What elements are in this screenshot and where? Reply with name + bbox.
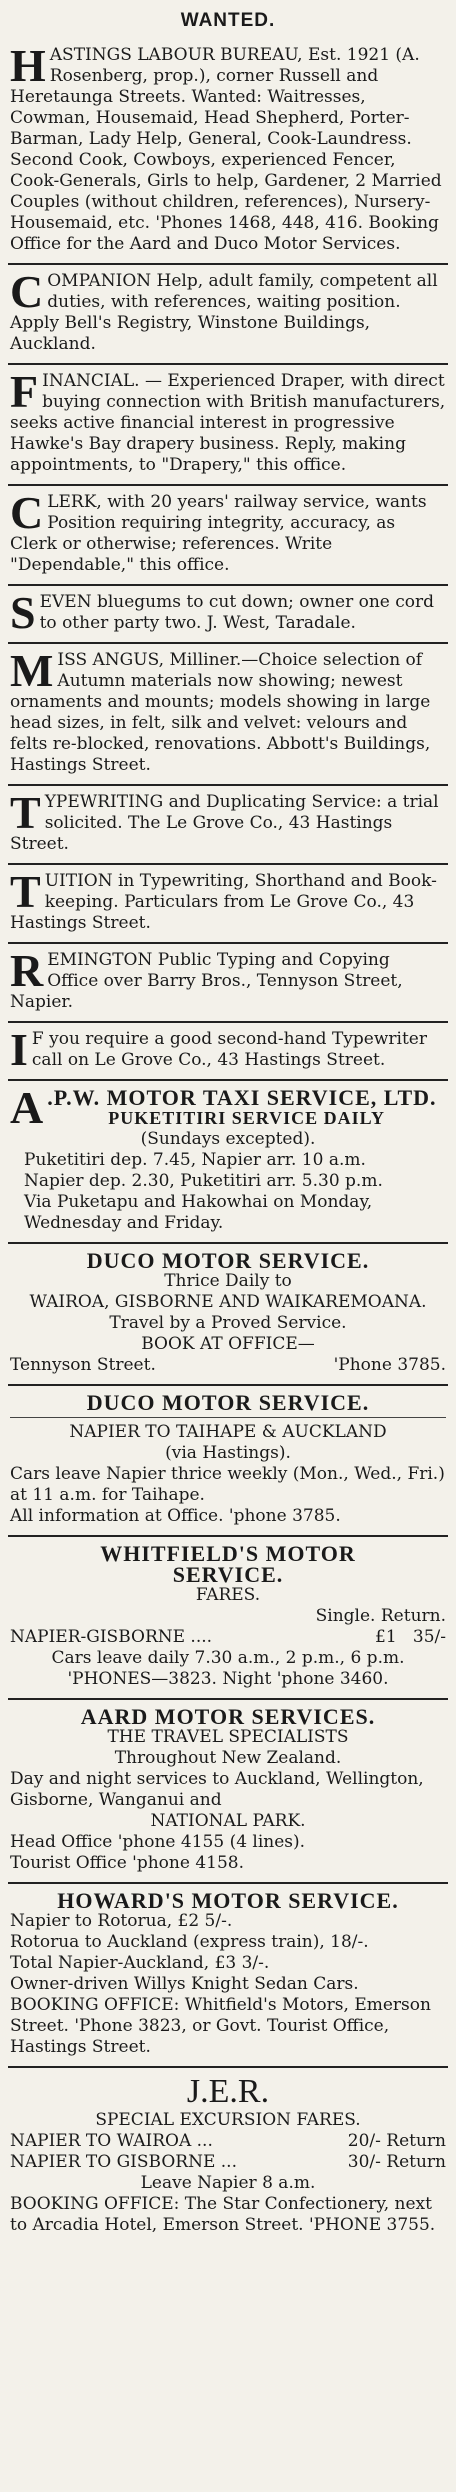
route: NAPIER TO WAIROA ... — [10, 2131, 213, 2151]
ad-line: Napier to Rotorua, £2 5/-. — [10, 1911, 233, 1931]
ad-remington — [8, 944, 448, 1023]
ad-text: EVEN bluegums to cut down; owner one cord to other party two. J. West, Taradale. — [39, 592, 435, 633]
fare-row — [10, 2152, 446, 2173]
fares-header — [10, 1606, 446, 1627]
ad-text: EMINGTON Public Typing and Copying Office over Barry Bros., Tennyson Street, Napier. — [10, 950, 403, 1012]
ad-line: (via Hastings). — [165, 1443, 291, 1463]
ad-title: DUCO MOTOR SERVICE. — [86, 1248, 370, 1273]
drop-cap: R — [10, 945, 44, 996]
drop-cap: F — [10, 366, 39, 417]
ad-line: Total Napier-Auckland, £3 3/-. — [10, 1953, 270, 1973]
ad-text: ASTINGS LABOUR BUREAU, Est. 1921 (A. Rosenberg, prop.), corner Russell and Heretaunga Streets. Wanted: Waitresses, Cowman, Housemaid, Head Shepherd, Porter-Barman, Lady Help, General, Cook-Laundress. Second Cook, Cowboys, experienced Fencer, Cook-Generals, Girls to help, Gardener, 2 Married Couples (without children, references), Nursery-Housemaid, etc. 'Phones 1468, 448, 416. Booking Office for the Aard and Duco Motor Services. — [10, 45, 442, 254]
ad-title: .P.W. MOTOR TAXI SERVICE, LTD. — [47, 1085, 437, 1110]
ad-line: Throughout New Zealand. — [114, 1748, 342, 1768]
ad-companion — [8, 265, 448, 365]
ad-line: All information at Office. 'phone 3785. — [10, 1506, 341, 1526]
drop-cap: I — [10, 1024, 28, 1075]
ad-text: F you require a good second-hand Typewriter call on Le Grove Co., 43 Hastings Street. — [31, 1029, 427, 1070]
ad-title: WHITFIELD'S MOTOR — [100, 1541, 356, 1566]
ad-howard — [8, 1884, 448, 2068]
service-note: (Sundays excepted). — [140, 1129, 316, 1149]
fare: 30/- Return — [347, 2152, 446, 2172]
phone: 'Phone 3785. — [333, 1355, 446, 1375]
route: NAPIER TO GISBORNE ... — [10, 2152, 237, 2172]
contact-row — [10, 1355, 446, 1376]
fares-label: FARES. — [195, 1585, 261, 1605]
return-label: Return. — [380, 1606, 446, 1626]
service-name: PUKETITIRI SERVICE DAILY — [108, 1108, 385, 1128]
ad-text: OMPANION Help, adult family, competent all duties, with references, waiting position. Apply Bell's Registry, Winstone Buildings, Auckland. — [10, 271, 438, 354]
ad-line: 'PHONES—3823. Night 'phone 3460. — [67, 1669, 389, 1689]
section-header: WANTED. — [180, 10, 276, 31]
ad-whitfield — [8, 1537, 448, 1700]
route-note: Via Puketapu and Hakowhai on Monday, Wednesday and Friday. — [24, 1192, 373, 1233]
ad-line: WAIROA, GISBORNE AND WAIKAREMOANA. — [29, 1292, 427, 1312]
ad-title: J.E.R. — [186, 2073, 270, 2110]
fare-row — [10, 2131, 446, 2152]
ad-title: SERVICE. — [172, 1562, 284, 1587]
drop-cap: C — [10, 487, 44, 538]
ad-line: THE TRAVEL SPECIALISTS — [107, 1727, 349, 1747]
street: Tennyson Street. — [10, 1355, 156, 1375]
fare-row — [10, 1627, 446, 1648]
ad-typewriting — [8, 786, 448, 865]
ad-line: NATIONAL PARK. — [150, 1811, 306, 1831]
drop-cap: M — [10, 645, 54, 696]
single-fare: £1 — [375, 1627, 397, 1647]
ad-line: BOOK AT OFFICE— — [141, 1334, 315, 1354]
ad-seven-bluegums — [8, 586, 448, 644]
ad-text: LERK, with 20 years' railway service, wants Position requiring integrity, accuracy, as Clerk or otherwise; references. Write "Dependable," this office. — [10, 492, 427, 575]
ad-line: Cars leave daily 7.30 a.m., 2 p.m., 6 p.m. — [51, 1648, 405, 1668]
ad-duco-1 — [8, 1244, 448, 1386]
ad-apw-taxi — [8, 1081, 448, 1244]
ad-line: Owner-driven Willys Knight Sedan Cars. — [10, 1974, 359, 1994]
ad-typewriter — [8, 1023, 448, 1081]
ad-line: BOOKING OFFICE: Whitfield's Motors, Emerson Street. 'Phone 3823, or Govt. Tourist Office, Hastings Street. — [10, 1995, 431, 2057]
ad-line: Day and night services to Auckland, Wellington, Gisborne, Wanganui and — [10, 1769, 424, 1810]
ad-text: YPEWRITING and Duplicating Service: a trial solicited. The Le Grove Co., 43 Hastings Street. — [10, 792, 439, 854]
ad-line: Rotorua to Auckland (express train), 18/-. — [10, 1932, 369, 1952]
ad-financial — [8, 365, 448, 486]
drop-cap: T — [10, 866, 41, 917]
ad-tuition — [8, 865, 448, 944]
ad-text: ISS ANGUS, Milliner.—Choice selection of Autumn materials now showing; newest ornaments and mounts; models showing in large head sizes, in felt, silk and velvet: velours and felts re-blocked, renovations. Abbott's Buildings, Hastings Street. — [10, 650, 431, 775]
divider — [10, 1417, 446, 1418]
single-label: Single. — [315, 1606, 376, 1626]
ad-line: Thrice Daily to — [164, 1271, 292, 1291]
ad-miss-angus — [8, 644, 448, 786]
ad-line: NAPIER TO TAIHAPE & AUCKLAND — [69, 1422, 387, 1442]
route: NAPIER-GISBORNE .... — [10, 1627, 213, 1647]
ad-title: AARD MOTOR SERVICES. — [80, 1704, 376, 1729]
ad-line: Travel by a Proved Service. — [109, 1313, 347, 1333]
drop-cap: S — [10, 587, 36, 638]
ad-line: Head Office 'phone 4155 (4 lines). — [10, 1832, 306, 1852]
ad-clerk — [8, 486, 448, 586]
drop-cap: A — [10, 1082, 44, 1133]
ad-line: SPECIAL EXCURSION FARES. — [95, 2110, 361, 2130]
fare: 20/- Return — [347, 2131, 446, 2151]
ad-title: HOWARD'S MOTOR SERVICE. — [57, 1888, 399, 1913]
ad-duco-2 — [8, 1386, 448, 1537]
ad-line: Leave Napier 8 a.m. — [140, 2173, 316, 2193]
ad-line: Cars leave Napier thrice weekly (Mon., Wed., Fri.) at 11 a.m. for Taihape. — [10, 1464, 445, 1505]
ad-hastings-labour-bureau — [8, 39, 448, 265]
ad-jer — [8, 2068, 448, 2244]
return-fare: 35/- — [412, 1627, 446, 1647]
ad-text: INANCIAL. — Experienced Draper, with direct buying connection with British manufacturers, seeks active financial interest in progressive Hawke's Bay drapery business. Reply, making appointments, to "Drapery," this office. — [10, 371, 446, 475]
drop-cap: C — [10, 266, 44, 317]
ad-line: Tourist Office 'phone 4158. — [10, 1853, 244, 1873]
timetable-line: Napier dep. 2.30, Puketitiri arr. 5.30 p.m. — [24, 1171, 383, 1191]
ad-line: BOOKING OFFICE: The Star Confectionery, next to Arcadia Hotel, Emerson Street. 'PHONE 3755. — [10, 2194, 436, 2235]
drop-cap: H — [10, 40, 46, 91]
ad-text: UITION in Typewriting, Shorthand and Book-keeping. Particulars from Le Grove Co., 43 Hastings Street. — [10, 871, 437, 933]
ad-title: DUCO MOTOR SERVICE. — [86, 1390, 370, 1415]
drop-cap: T — [10, 787, 41, 838]
timetable-line: Puketitiri dep. 7.45, Napier arr. 10 a.m. — [24, 1150, 366, 1170]
ad-aard — [8, 1700, 448, 1884]
